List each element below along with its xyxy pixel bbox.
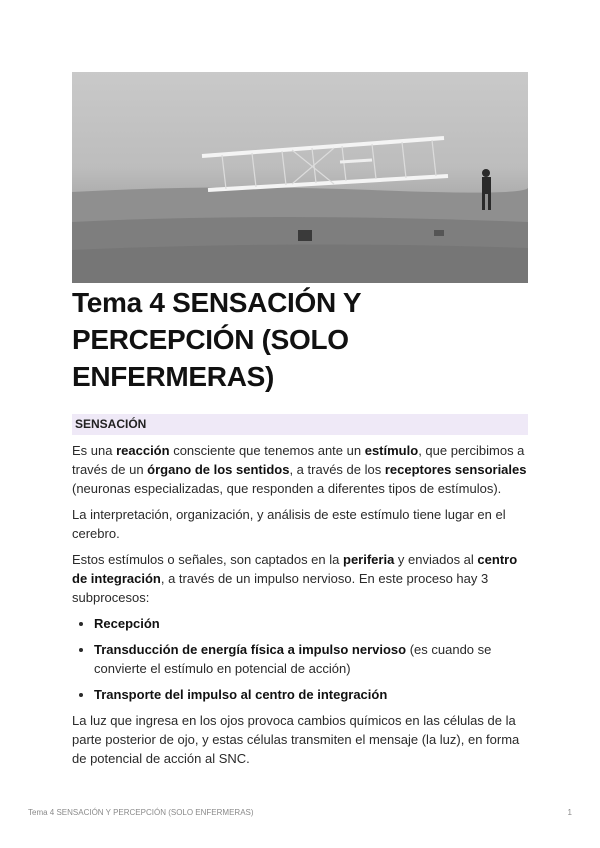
text: consciente que tenemos ante un	[169, 443, 365, 458]
text: Es una	[72, 443, 117, 458]
bold-text: Recepción	[94, 616, 160, 631]
text: (neuronas especializadas, que responden a diferentes tipos de estímulos).	[72, 481, 502, 496]
bold-text: periferia	[343, 552, 395, 567]
bold-text: receptores sensoriales	[384, 462, 527, 477]
page-number: 1	[567, 808, 572, 817]
text: Estos estímulos o señales, son captados en la	[72, 552, 343, 567]
text: , a través de los	[289, 462, 385, 477]
section-heading: SENSACIÓN	[72, 414, 528, 435]
bold-text: Transducción de energía física a impulso nervioso	[94, 642, 407, 657]
list-item	[94, 685, 528, 704]
list-item	[94, 640, 528, 678]
bullet-list	[72, 614, 528, 704]
airplane-photo	[72, 72, 528, 283]
text: , que percibimos a través de un	[72, 443, 525, 477]
page-title: Tema 4 SENSACIÓN Y PERCEPCIÓN (SOLO ENFERMERAS)	[72, 287, 361, 392]
bold-text: órgano de los sentidos	[147, 462, 290, 477]
text: , a través de un impulso nervioso. En este proceso hay 3 subprocesos:	[72, 571, 489, 605]
bold-text: estímulo	[364, 443, 419, 458]
page-footer	[28, 808, 572, 817]
text: (es cuando se convierte el estímulo en potencial de acción)	[94, 642, 492, 676]
bold-text: reacción	[116, 443, 170, 458]
paragraph	[72, 441, 528, 498]
paragraph: La interpretación, organización, y análisis de este estímulo tiene lugar en el cerebro.	[72, 507, 506, 541]
list-item	[94, 614, 528, 633]
paragraph	[72, 550, 528, 607]
footer-title: Tema 4 SENSACIÓN Y PERCEPCIÓN (SOLO ENFERMERAS)	[28, 808, 254, 817]
document-body	[72, 414, 528, 775]
text: y enviados al	[394, 552, 478, 567]
bold-text: Transporte del impulso al centro de integración	[94, 687, 388, 702]
cover-image	[72, 72, 528, 283]
bold-text: centro de integración	[72, 552, 518, 586]
paragraph: La luz que ingresa en los ojos provoca cambios químicos en las células de la parte posterior de ojo, y estas células transmiten el mensaje (la luz), en forma de potencial de acción al SNC.	[72, 713, 520, 766]
